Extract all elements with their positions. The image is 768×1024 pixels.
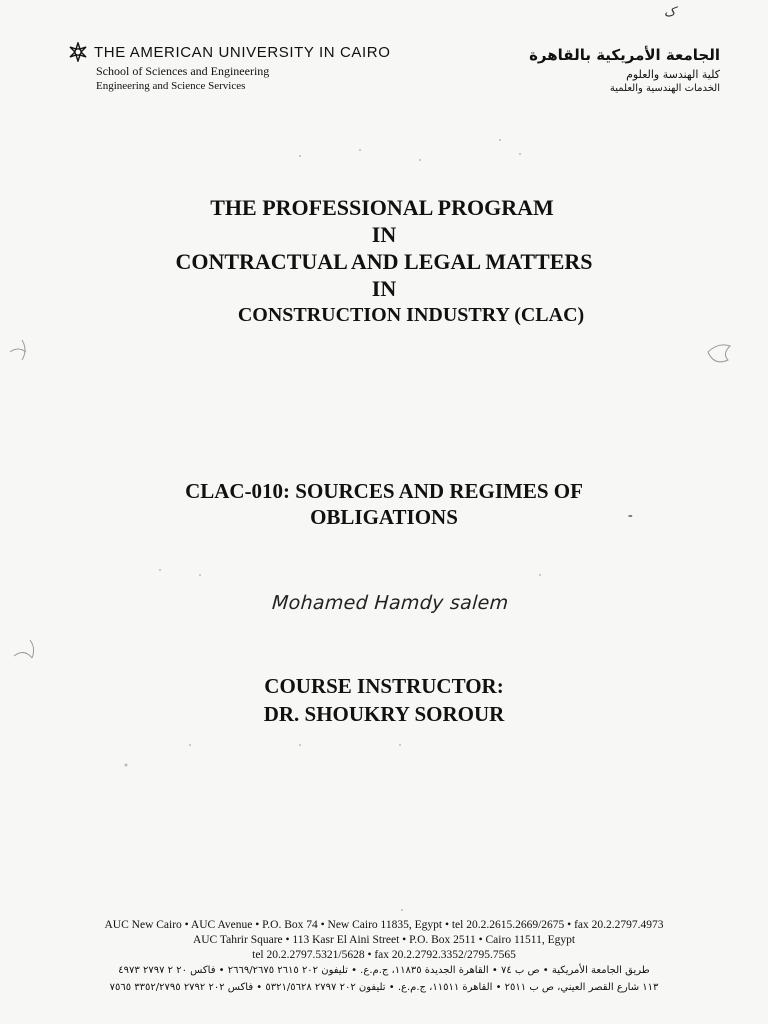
program-title-line: THE PROFESSIONAL PROGRAM — [210, 195, 554, 220]
header-arabic — [529, 46, 720, 94]
arabic-school-name: كلية الهندسة والعلوم — [626, 68, 720, 81]
stray-mark: - — [628, 508, 633, 523]
department-name: Engineering and Science Services — [96, 80, 246, 92]
footer-arabic-line: ١١٣ شارع القصر العيني، ص ب ٢٥١١ • القاهرة ١١٥١١، ج.م.ع. • تليفون ٢٠٢ ٢٧٩٧ ٥٣٢١/٥٦٢٨ • فاكس ٢٠٢ ٢٧٩٢ ٣٣٥٢/٢٧٩٥ ٧٥٦٥ — [109, 982, 659, 993]
footer-english — [0, 918, 768, 963]
program-title-line: CONTRACTUAL AND LEGAL MATTERS — [175, 249, 593, 274]
course-title-line: OBLIGATIONS — [310, 505, 458, 529]
arabic-department-name: الخدمات الهندسية والعلمية — [609, 83, 720, 94]
program-title-line: CONSTRUCTION INDUSTRY (CLAC) — [237, 304, 585, 326]
course-title — [0, 478, 768, 530]
university-name: THE AMERICAN UNIVERSITY IN CAIRO — [94, 43, 391, 61]
footer-arabic-line: طريق الجامعة الأمريكية • ص ب ٧٤ • القاهرة الجديدة ١١٨٣٥، ج.م.ع. • تليفون ٢٠٢ ٢٦١٥ ٢٦٦٩/٢٦٧٥ • فاكس ٢٠ ٢ ٢٧٩٧ ٤٩٧٣ — [118, 965, 650, 976]
program-title — [0, 194, 768, 329]
student-name-handwritten: Mohamed Hamdy salem — [271, 592, 510, 614]
footer-line: tel 20.2.2797.5321/5628 • fax 20.2.2792.3352/2795.7565 — [252, 949, 516, 961]
arabic-university-name: الجامعة الأمريكية بالقاهرة — [529, 46, 720, 64]
program-title-line: IN — [371, 222, 397, 247]
footer-arabic — [0, 962, 768, 996]
university-logo-icon — [68, 42, 88, 62]
instructor-block — [0, 672, 768, 728]
header-english — [68, 42, 390, 92]
instructor-label: COURSE INSTRUCTOR: — [264, 674, 504, 698]
school-name: School of Sciences and Engineering — [96, 64, 270, 78]
footer-line: AUC Tahrir Square • 113 Kasr El Aini Street • P.O. Box 2511 • Cairo 11511, Egypt — [192, 934, 576, 946]
footer-line: AUC New Cairo • AUC Avenue • P.O. Box 74 • New Cairo 11835, Egypt • tel 20.2.2615.2669/2675 • fax 20.2.2797.4973 — [104, 919, 664, 931]
course-title-line: CLAC-010: SOURCES AND REGIMES OF — [185, 479, 583, 503]
corner-handwritten-mark: ک — [664, 4, 676, 19]
instructor-name: DR. SHOUKRY SOROUR — [263, 702, 505, 726]
program-title-line: IN — [371, 276, 397, 301]
